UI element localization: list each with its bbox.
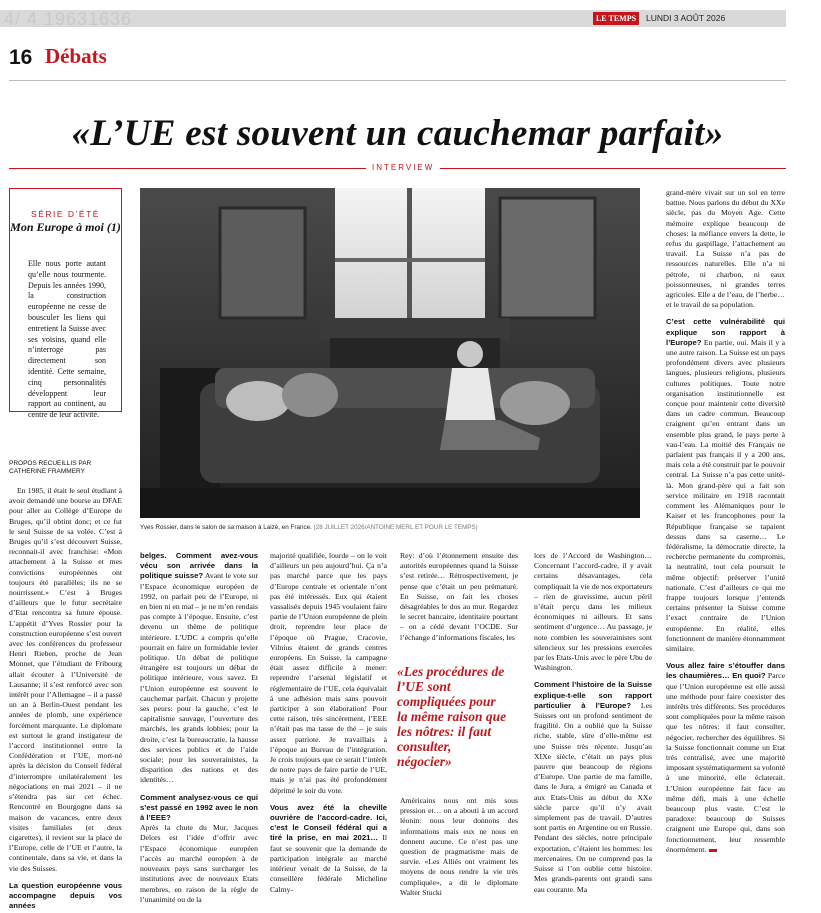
byline — [9, 460, 122, 476]
masthead-ghost-text: 4/ 4 19631636 — [4, 9, 133, 29]
page-number: 16 — [9, 46, 33, 69]
article-column-6 — [666, 188, 785, 855]
answer: Avant le vote sur l’Espace économique européen de 1992, on parlait peu de l’Europe, ni en bien ni en mal – je ne m’en rendais pas compte à l’époque. Ensuite, c’est devenu un thème de politique intérieure. L’UDC a compris qu’elle pourrait en faire un formidable levier politique. Un débat de politique étrangère est toujours un débat de politique intérieure, vous savez. Et l’Union européenne est souvent le cauchemar parfait. Chacun y projette ses peurs: pour la gauche, c’est le capitalisme sauvage, l’ouverture des marchés, les grands lobbies; pour la droite, c’est la bureaucratie, la hausse des services publics et de l’aide sociale; pour les souverainistes, la disparition des nations et des identités… — [140, 571, 259, 785]
caption-text: Yves Rossier, dans le salon de sa maison à Laizé, en France. — [140, 524, 312, 531]
byline-line1: PROPOS RECUEILLIS PAR — [9, 460, 92, 467]
end-mark — [709, 849, 717, 852]
photo-caption — [140, 524, 640, 531]
newspaper-logo: LE TEMPS — [593, 12, 639, 25]
question: C’est cette vulnérabilité qui explique son rapport à l’Europe? — [666, 317, 785, 347]
section-title: Débats — [45, 44, 107, 68]
issue-date: LUNDI 3 AOÛT 2026 — [646, 13, 726, 23]
article-column-5 — [534, 551, 652, 895]
question: Comment analysez-vous ce qui s’est passé en 1992 avec le non à l’EEE? — [140, 792, 258, 823]
article-column-2 — [140, 551, 258, 905]
question: Vous avez été la cheville ouvrière de l’accord-cadre. Ici, c’est le Conseil fédéral qui a tiré la prise, en mai 2021… — [270, 802, 387, 843]
headline: «L’UE est souvent un cauchemar parfait» — [71, 113, 724, 154]
answer: Parce que l’Union européenne est elle aussi une méthode pour faire coexister des intérêts très différents. Ses procédures sont compliquées pour la même raison que les nôtres: il faut consulter, négocier, rechercher des équilibres. Si la Suisse fonctionnait comme un Etat très centralisé, avec une majorité imposant systématiquement sa volonté à une minorité, elle éclaterait. L’Union européenne fait face au même défi, mais à une échelle beaucoup plus vaste. C’est le paradoxe: beaucoup de Suisses craignent une Europe qui, dans son fonctionnement, leur ressemble énormément. — [666, 671, 785, 854]
question: Comment l’histoire de la Suisse explique-t-elle son rapport particulier à l’Europe? — [534, 680, 652, 710]
answer: Américains nous ont mis sous pression et… on a abouti à un accord léonin: nous leur donnons des informations mais eux ne nous en donnent aucune. Ce n’est pas une question de pragmatisme mais de survie. «Les Alliés ont vraiment les moyens de nous rendre la vie très compliquée», a dit le diplomate Walter Stucki — [400, 796, 518, 897]
series-label: SÉRIE D’ÉTÉ — [31, 209, 100, 219]
answer: Rey: d’où l’étonnement ensuite des autorités européennes quand la Suisse s’est retirée… Rétrospectivement, je pense que c’était un peu prématuré. En Suisse, on fait les choses désagréables le dos au mur. Regardez le secret bancaire, identitaire pourtant – on a cédé devant l’OCDE. Sur l’échange d’informations fiscales, les — [400, 551, 518, 642]
series-description: Elle nous porte autant qu’elle nous tourmente. Depuis les années 1990, la construction européenne ne cesse de bousculer les liens qui entretient la Suisse avec ses voisins, quand elle n’interroge pas directement son identité. Cette semaine, cinq personnalités développent leur rapport au continent, au centre de leur activité. — [28, 259, 106, 420]
photo-credit: (28 JUILLET 2026/ANTOINE MERL ET POUR LE TEMPS) — [313, 524, 478, 531]
paragraph: En 1985, il était le seul étudiant à avoir demandé une bourse au DFAE pour aller au Collège d’Europe de Bruges, qu’il obtint donc; et ce fut le seul Suisse de sa volée. C’est à Bruges qu’il s’est découvert Suisse, reconnait-il avec franchise: «Mon attachement à la Suisse et mes convictions européennes ont toujours été parallèles; ils ne se nourrissent.» C’est à Bruges d’ailleurs que le futur secrétaire d’Etat rencontra sa future épouse. L’appétit d’Yves Rossier pour la construction européenne s’est ouvert avec les conférences du professeur Henri Rieben, proche de Jean Monnet, que l’étudiant de Fribourg allait écouter à l’Université de Lausanne; il s’est renforcé avec son intérêt pour l’Allemagne – il a passé un an à Berlin-Ouest pendant les années de plomb, une expérience forcément marquante. Le diplomate est surtout le grand instigateur de l’accord institutionnel entre la Confédération et l’UE, mort-né après la décision du Conseil fédéral d’interrompre unilatéralement les négociations en mai 2021 – il ne s’étendra pas sur cet échec. Rencontré en Bourgogne dans sa maison de vacances, entre deux visites familiales (et deux cigarettes), il revient sur la place de l’Europe, celle de l’UE et l’autre, la continentale, dans sa vie, et dans la vie des Suisses. — [9, 486, 122, 873]
answer: Après la chute du Mur, Jacques Delors est l’idée d’offrir avec l’Espace économique européen l’accès au marché européen à de nouveaux pays sans surcharger les institutions avec de nouveaux Etats membres, en raison de la règle de l’unanimité ou de la — [140, 823, 258, 904]
article-column-4 — [400, 551, 518, 643]
byline-author: CATHERINE FRAMMERY — [9, 468, 85, 475]
series-title: Mon Europe à moi (1) — [10, 220, 121, 234]
answer: En partie, oui. Mais il y a une autre raison. La Suisse est un pays profondément divers avec plusieurs langues, plusieurs religions, plusieurs cultures politiques. Toute notre organisation institutionnelle est conçue pour maintenir cette diversité dans un cadre commun. Beaucoup craignent qu’en entrant dans un ensemble plus grand, le pays perte à vau-l’eau. La moitié des Français ne parlaient pas français il y a 200 ans, mais cela a été construit par le pouvoir central. La Suisse n’a pas cette unité-là. Mon grand-père qui a fait son service militaire en 1918 racontait comment les Alémaniques pour le Kaiser et les francophones pour la République française se tapaient dessus dans sa caserne… Le fédéralisme, la démocratie directe, la recherche permanente du compromis, la neutralité, tout cela poursuit le même objectif: préserver l’unité nationale. C’est d’ailleurs ce qui me frappe toujours lorsque j’entends certains présenter la Suisse comme l’exact contraire de l’Union européenne. En réalité, elles fonctionnent de manière étonnamment similaire. — [666, 337, 786, 653]
interview-photo — [140, 188, 640, 518]
question: belges. Comment avez-vous vécu son arrivée dans la politique suisse? — [140, 551, 258, 581]
question: La question européenne vous accompagne depuis vos années — [9, 880, 122, 911]
answer: Les Suisses ont un profond sentiment de fragilité. On a oublié que la Suisse riche, stable, sûre d’elle-même est une Suisse très récente. Jusqu’au XIXe siècle, c’était un pays plus pauvre que beaucoup de régions d’Europe. Une partie de ma famille, dans le Jura, a émigré au Canada et aux Etats-Unis au début du XXe siècle parce qu’il n’y avait simplement pas de travail. D’autres sont partis en Argentine ou en Russie. Pendant des siècles, notre principale exportation, c’étaient les hommes: les mercenaires. On ne comprend pas la Suisse si l’on oublie cette histoire. Mes grands-parents ont grandi sans eau courante. Ma — [534, 700, 652, 894]
photo-illustration — [140, 188, 640, 518]
answer: Il faut se souvenir que la demande de participation intégrale au marché intérieur venait de la Suisse, de la conseillère fédérale Micheline Calmy- — [270, 833, 388, 894]
pull-quote: «Les procédures de l’UE sont compliquées pour la même raison que les nôtres: il faut consulter, négocier» — [397, 664, 507, 769]
answer: lors de l’Accord de Washington… Concernant l’accord-cadre, il y avait certains désavantages, cela compliquait la vie de nos exportateurs – rien de gravissime, aucun péril n’était perçu dans les milieux économiques ni ailleurs. Et sans sentiment d’urgence… Au passage, je note combien les souverainistes sont silencieux sur les pressions exercées par les Etats-Unis avec le père Ubu de Washington. — [534, 551, 652, 673]
article-column-4-continued — [400, 796, 518, 898]
question: Vous allez faire s’étouffer dans les chaumières… En quoi? — [666, 661, 785, 681]
answer: majorité qualifiée, lourde – on le voit d’ailleurs un peu aujourd’hui. Ça n’a pas marché parce que les pays d’Europe centrale et orientale n’ont pas été intéressés. Eux qui étaient vassalisés depuis 1945 voulaient faire partie de l’Union européenne de plein droit, reprendre leur place de l’époque où Prague, Cracovie, Vilnius étaient de grands centres européens. En Suisse, la campagne était assez difficile à mener: reprendre l’arsenal législatif et réglementaire de l’UE, cela équivalait à une adhésion mais sans pouvoir participer à son élaboration! Pour cette raison, très sincèrement, l’EEE n’était pas ma tasse de thé – je suis assez patriote. Je travaillais à l’époque au Bureau de l’intégration. Je crois toujours que ce serait l’intérêt de notre pays de faire partie de l’UE, mais je n’ai pas été profondément déprimé le soir du vote. — [270, 551, 387, 795]
article-column-1 — [9, 486, 122, 911]
article-column-3 — [270, 551, 387, 895]
kicker: INTERVIEW — [366, 163, 440, 172]
divider — [9, 80, 786, 81]
answer: grand-mère vivait sur un sol en terre battue. Nous parlons du début du XXe siècle, pas du Moyen Age. Cette mémoire explique beaucoup de choses: la méfiance envers la dette, le refus du gaspillage, l’attachement au travail. La Suisse n’a pas de ressources naturelles. Elle n’a ni pétrole, ni charbon, ni eaux poissonneuses, ni grandes terres agricoles. Elle a de l’eau, de l’herbe… et le travail de sa population. — [666, 188, 785, 310]
